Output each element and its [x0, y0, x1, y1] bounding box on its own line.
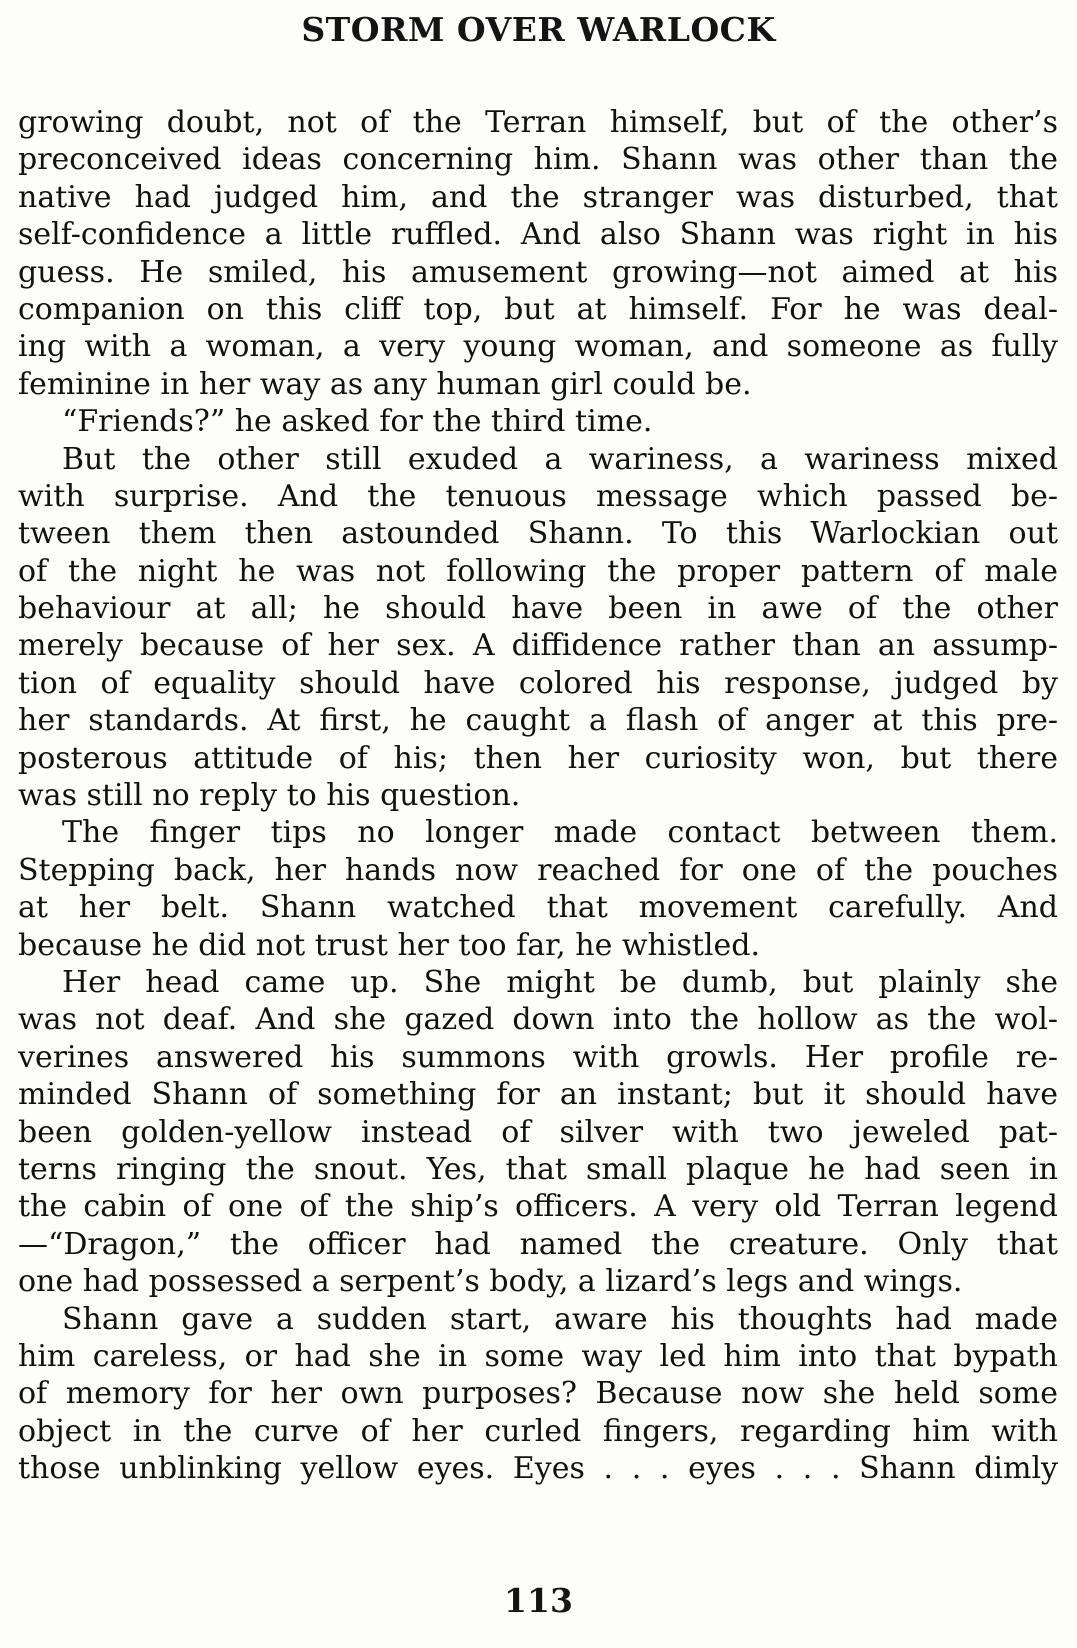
text-line: at her belt. Shann watched that movement carefully. And [18, 890, 1058, 926]
text-line: —“Dragon,” the officer had named the creature. Only that [18, 1226, 1058, 1262]
text-line: native had judged him, and the stranger was disturbed, that [18, 179, 1058, 215]
text-line: object in the curve of her curled fingers, regarding him with [18, 1413, 1058, 1449]
text-line: self-confidence a little ruffled. And also Shann was right in his [18, 217, 1058, 253]
running-head: STORM OVER WARLOCK [301, 10, 776, 49]
text-line: merely because of her sex. A diffidence rather than an assump- [18, 628, 1058, 664]
text-line: tion of equality should have colored his response, judged by [18, 665, 1058, 701]
text-line: growing doubt, not of the Terran himself, but of the other’s [18, 105, 1058, 140]
text-line: with surprise. And the tenuous message which passed be- [18, 478, 1058, 514]
text-line: minded Shann of something for an instant; but it should have [18, 1077, 1058, 1113]
body-text [18, 104, 1058, 1487]
text-line: because he did not trust her too far, he whistled. [18, 927, 761, 963]
text-line: behaviour at all; he should have been in awe of the other [18, 591, 1058, 627]
text-line: one had possessed a serpent’s body, a lizard’s legs and wings. [18, 1264, 963, 1300]
text-line: tween them then astounded Shann. To this Warlockian out [18, 516, 1058, 552]
text-line: The finger tips no longer made contact between them. [62, 815, 1058, 851]
text-line: Shann gave a sudden start, aware his thoughts had made [62, 1301, 1058, 1337]
text-line: companion on this cliff top, but at himself. For he was deal- [18, 291, 1058, 327]
text-line: of memory for her own purposes? Because now she held some [18, 1376, 1058, 1412]
text-line: been golden-yellow instead of silver with two jeweled pat- [18, 1114, 1058, 1150]
text-line: the cabin of one of the ship’s officers. A very old Terran legend [18, 1189, 1058, 1225]
text-line: him careless, or had she in some way led him into that bypath [18, 1338, 1058, 1374]
text-line: those unblinking yellow eyes. Eyes . . . eyes . . . Shann dimly [18, 1451, 1058, 1487]
text-line: posterous attitude of his; then her curiosity won, but there [18, 740, 1058, 776]
text-line: preconceived ideas concerning him. Shann was other than the [18, 142, 1058, 178]
text-line: But the other still exuded a wariness, a wariness mixed [62, 441, 1058, 477]
text-line: “Friends?” he asked for the third time. [62, 404, 653, 440]
text-line: terns ringing the snout. Yes, that small plaque he had seen in [18, 1151, 1058, 1187]
page-number: 113 [504, 1581, 573, 1620]
text-line: her standards. At first, he caught a flash of anger at this pre- [18, 703, 1058, 739]
text-line: feminine in her way as any human girl could be. [18, 366, 752, 402]
text-line: verines answered his summons with growls. Her profile re- [18, 1039, 1058, 1075]
text-line: guess. He smiled, his amusement growing—not aimed at his [18, 254, 1058, 290]
text-line: Her head came up. She might be dumb, but plainly she [62, 964, 1058, 1000]
text-line: Stepping back, her hands now reached for one of the pouches [18, 852, 1058, 888]
text-line: was still no reply to his question. [18, 778, 521, 814]
text-line: ing with a woman, a very young woman, and someone as fully [18, 329, 1058, 365]
text-line: of the night he was not following the proper pattern of male [18, 553, 1058, 589]
text-line: was not deaf. And she gazed down into the hollow as the wol- [18, 1002, 1058, 1038]
